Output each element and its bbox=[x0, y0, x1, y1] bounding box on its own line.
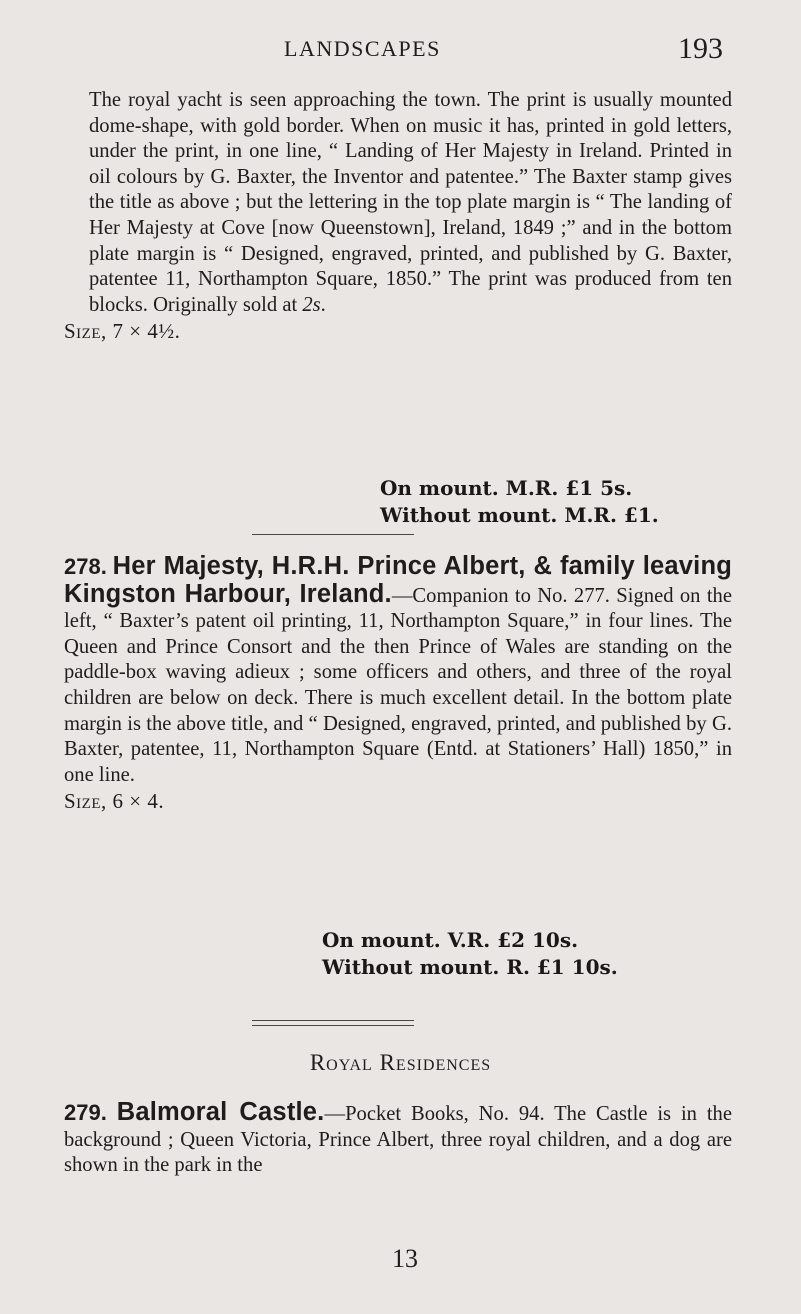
section-heading: Royal Residences bbox=[309, 1050, 492, 1075]
entry-278 bbox=[64, 554, 732, 814]
signature-mark: 13 bbox=[392, 1244, 418, 1273]
entry-278-text bbox=[64, 554, 732, 788]
running-head bbox=[0, 30, 801, 70]
entry-279-title: Balmoral Castle. bbox=[116, 1098, 325, 1126]
entry-279-text bbox=[64, 1100, 732, 1179]
entry-279-number: 279. bbox=[64, 1100, 107, 1125]
entry-279-description: —Pocket Books, No. 94. The Castle is in the background ; Queen Victoria, Prince Albert, three royal children, and a dog are shown in the park in the bbox=[64, 1103, 732, 1177]
entry-277-continuation bbox=[64, 88, 732, 344]
double-rule-top bbox=[252, 1020, 414, 1021]
price-on-mount: On mount. V.R. £2 10s. bbox=[322, 928, 579, 952]
entry-277-size: Size, 7 × 4½. bbox=[64, 319, 181, 344]
price-without-mount: Without mount. M.R. £1. bbox=[380, 503, 659, 527]
entry-278-prices bbox=[322, 927, 618, 981]
entry-277-prices bbox=[380, 475, 659, 529]
entry-278-number: 278. bbox=[64, 554, 107, 579]
double-rule-bottom bbox=[252, 1025, 414, 1026]
entry-278-description: —Companion to No. 277. Signed on the left, “ Baxter’s patent oil printing, 11, Northampton Square,” in four lines. The Queen and Prince Consort and the then Prince of Wales are standing on the paddle-box waving adieux ; some officers and others, and three of the royal children are below on deck. There is much excellent detail. In the bottom plate margin is the above title, and “ Designed, engraved, printed, and published by G. Baxter, patentee, 11, Northampton Square (Entd. at Stationers’ Hall) 1850,” in one line. bbox=[64, 584, 732, 786]
entry-278-title: Her Majesty, H.R.H. Prince Albert, & family leaving Kingston Harbour, Ireland. bbox=[64, 552, 732, 608]
entry-279 bbox=[64, 1100, 732, 1179]
entry-277-description: The royal yacht is seen approaching the town. The print is usually mounted dome-shape, with gold border. When on music it has, printed in gold letters, under the print, in one line, “ Landing of Her Majesty in Ireland. Printed in oil colours by G. Baxter, the Inventor and patentee.” The Baxter stamp gives the title as above ; but the lettering in the top plate margin is “ The landing of Her Majesty at Cove [now Queenstown], Ireland, 1849 ;” and in the bottom plate margin is “ Designed, engraved, printed, and published by G. Baxter, patentee 11, Northampton Square, 1850.” The print was produced from ten blocks. Originally sold at 2s. bbox=[89, 89, 732, 316]
price-without-mount: Without mount. R. £1 10s. bbox=[322, 955, 618, 979]
running-title: LANDSCAPES bbox=[284, 36, 441, 61]
entry-278-size: Size, 6 × 4. bbox=[64, 789, 165, 814]
page-number: 193 bbox=[678, 32, 723, 65]
separator-rule bbox=[252, 534, 414, 535]
price-on-mount: On mount. M.R. £1 5s. bbox=[380, 476, 633, 500]
